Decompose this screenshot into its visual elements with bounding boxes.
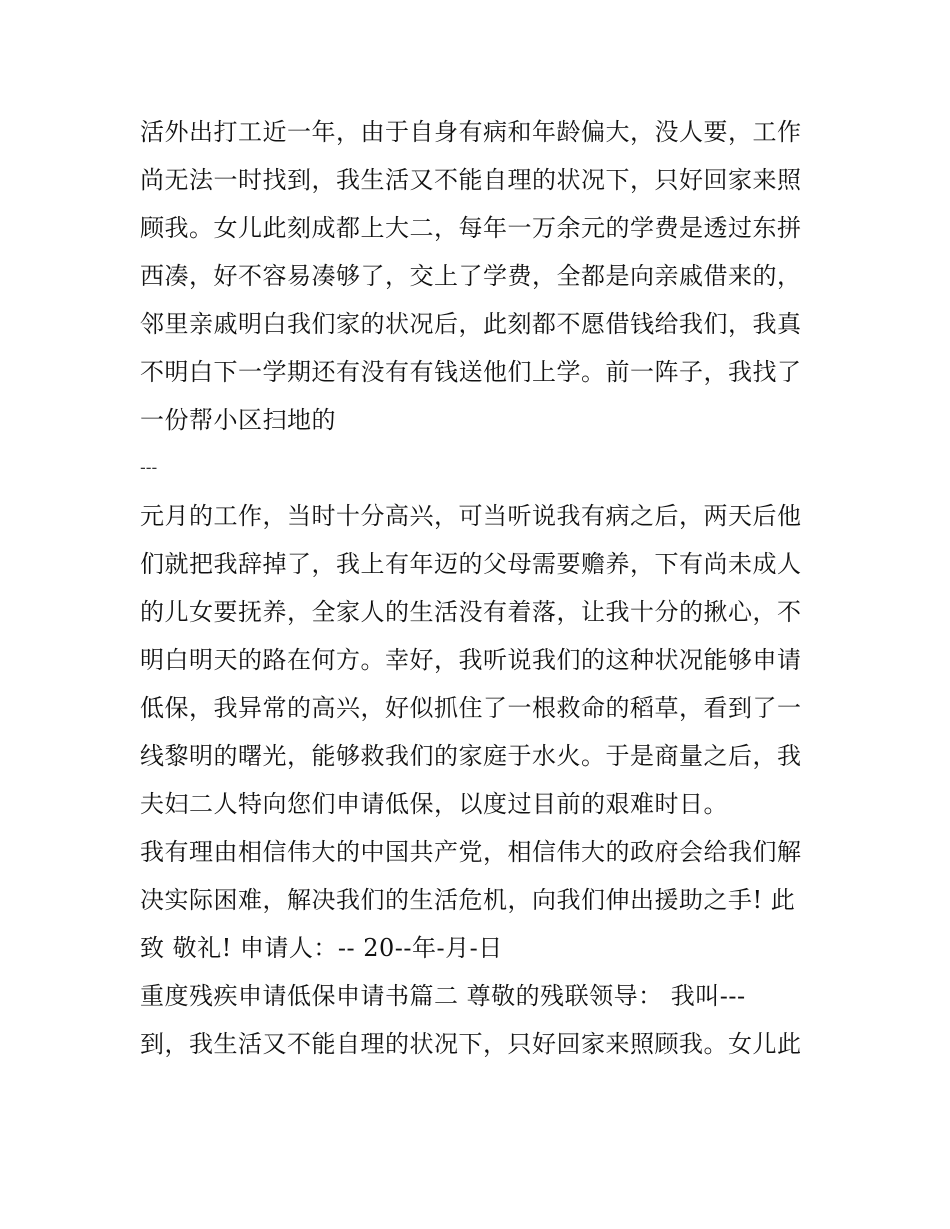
text-line: 西凑，好不容易凑够了，交上了学费，全都是向亲戚借来的， xyxy=(140,262,802,290)
closing-signature-line: 致 敬礼! 申请人：-- 20--年-月-日 xyxy=(140,934,503,962)
text-line: 活外出打工近一年，由于自身有病和年龄偏大，没人要，工作 xyxy=(140,118,802,146)
text-line: 决实际困难，解决我们的生活危机，向我们伸出援助之手! 此 xyxy=(140,886,796,914)
text-line: 尚无法一时找到，我生活又不能自理的状况下，只好回家来照 xyxy=(140,166,802,194)
text-line: 顾我。女儿此刻成都上大二，每年一万余元的学费是透过东拼 xyxy=(140,214,802,242)
text-line: 的儿女要抚养，全家人的生活没有着落，让我十分的揪心，不 xyxy=(140,598,802,626)
text-line: 到，我生活又不能自理的状况下，只好回家来照顾我。女儿此 xyxy=(140,1030,802,1058)
text-line: 们就把我辞掉了，我上有年迈的父母需要赡养，下有尚未成人 xyxy=(140,550,802,578)
text-line: 一份帮小区扫地的 xyxy=(140,406,336,434)
section-separator: --- xyxy=(140,458,158,477)
text-line: 元月的工作，当时十分高兴，可当听说我有病之后，两天后他 xyxy=(140,502,802,530)
text-line: 明白明天的路在何方。幸好，我听说我们的这种状况能够申请 xyxy=(140,646,802,674)
text-line: 夫妇二人特向您们申请低保，以度过目前的艰难时日。 xyxy=(140,790,728,818)
text-line: 线黎明的曙光，能够救我们的家庭于水火。于是商量之后，我 xyxy=(140,742,802,770)
text-line: 低保，我异常的高兴，好似抓住了一根救命的稻草，看到了一 xyxy=(140,694,802,722)
document-body xyxy=(140,108,830,1068)
text-line: 我有理由相信伟大的中国共产党，相信伟大的政府会给我们解 xyxy=(140,838,802,866)
text-line: 不明白下一学期还有没有有钱送他们上学。前一阵子，我找了 xyxy=(140,358,802,386)
section-heading-line: 重度残疾申请低保申请书篇二 尊敬的残联领导： 我叫--- xyxy=(140,982,746,1010)
text-line: 邻里亲戚明白我们家的状况后，此刻都不愿借钱给我们，我真 xyxy=(140,310,802,338)
